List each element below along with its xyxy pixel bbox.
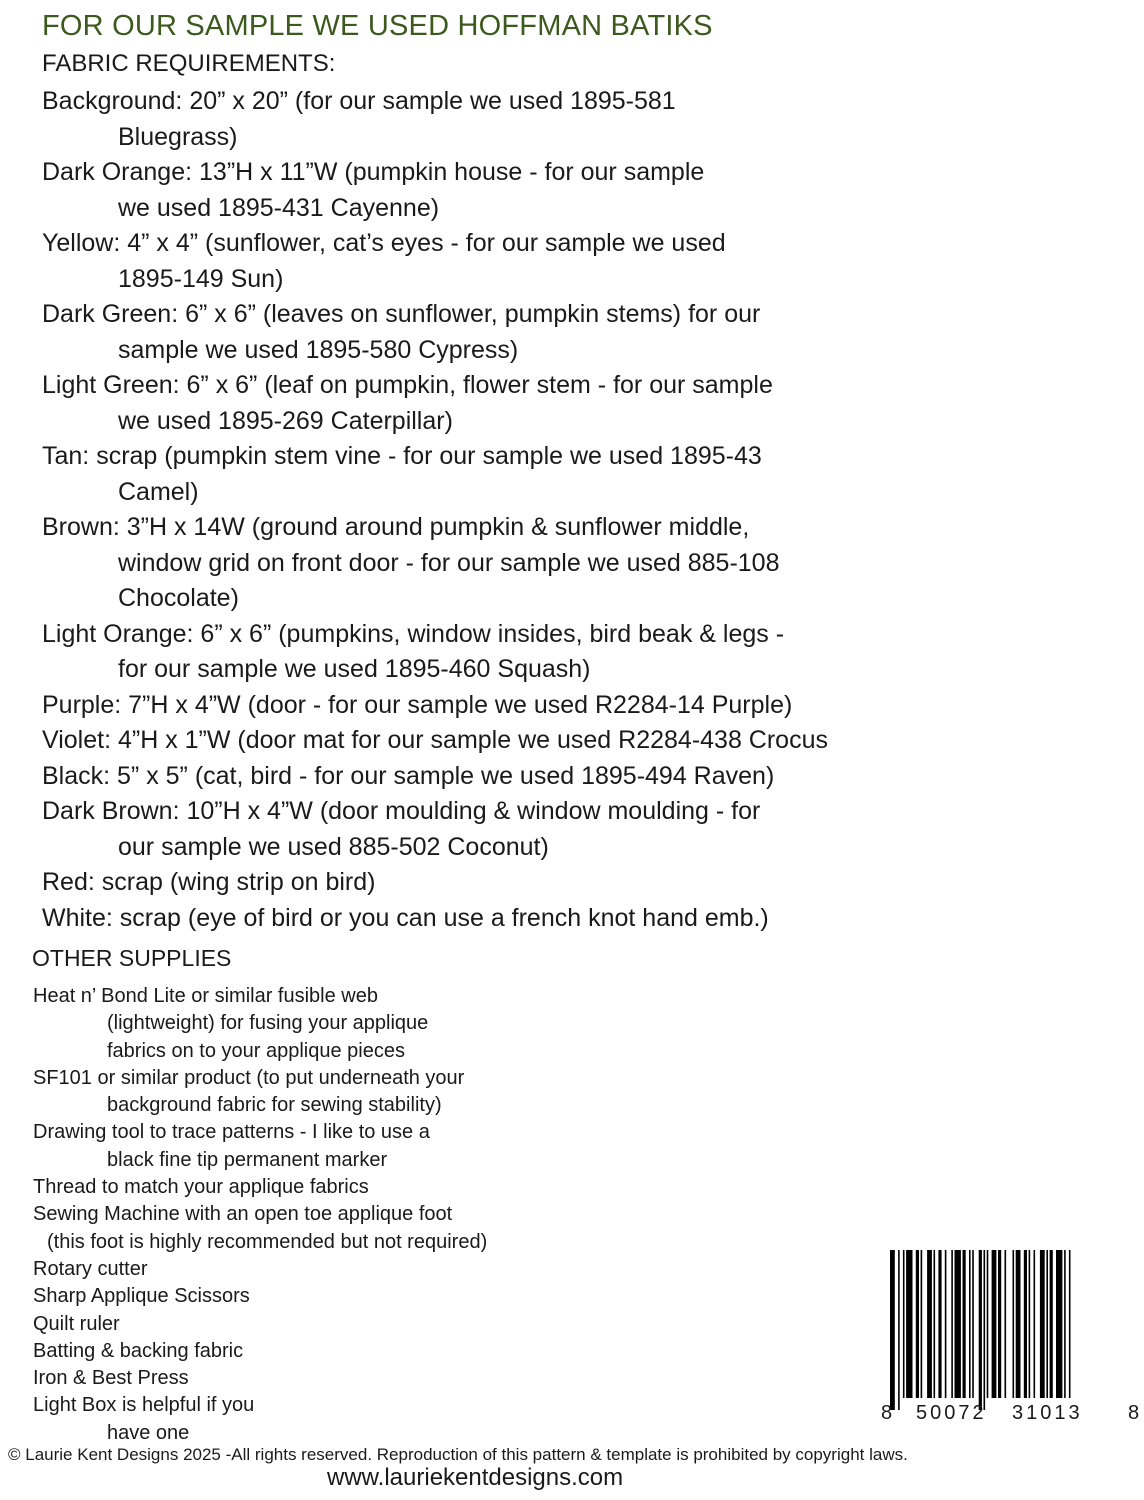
fabric-requirements-heading: FABRIC REQUIREMENTS: <box>42 50 336 77</box>
fabric-item-line: our sample we used 885-502 Coconut) <box>118 832 549 861</box>
barcode-bar <box>972 1250 974 1398</box>
supply-item-line: (lightweight) for fusing your applique <box>107 1012 429 1035</box>
fabric-item-line: Yellow: 4” x 4” (sunflower, cat’s eyes - for our sample we used <box>42 229 726 257</box>
barcode-bar <box>984 1250 986 1410</box>
supply-item-line: (this foot is highly recommended but not required) <box>47 1230 488 1253</box>
barcode-bar <box>921 1250 923 1398</box>
fabric-item-line: Dark Brown: 10”H x 4”W (door moulding & window moulding - for <box>42 797 761 825</box>
barcode-bar <box>903 1250 905 1398</box>
other-supplies-list <box>33 983 593 1447</box>
supply-item-line: fabrics on to your applique pieces <box>107 1039 405 1062</box>
supply-item-line: Rotary cutter <box>33 1257 148 1280</box>
supply-item-line: background fabric for sewing stability) <box>107 1094 442 1117</box>
barcode-bar <box>906 1250 912 1398</box>
supply-item-line: Heat n’ Bond Lite or similar fusible web <box>33 985 378 1007</box>
supply-item-line: Sewing Machine with an open toe applique foot <box>33 1203 453 1226</box>
supply-item <box>33 983 593 1065</box>
barcode-bar <box>979 1250 982 1410</box>
supply-item-line: black fine tip permanent marker <box>107 1148 388 1171</box>
barcode-bar <box>938 1250 941 1398</box>
barcode-digits <box>880 1402 1144 1428</box>
supply-item-line: Quilt ruler <box>33 1312 120 1335</box>
fabric-item <box>42 226 1132 297</box>
barcode-bar <box>951 1250 953 1398</box>
barcode-bar <box>1040 1250 1045 1398</box>
barcode-bar <box>945 1250 947 1398</box>
fabric-item-line: Dark Green: 6” x 6” (leaves on sunflower, pumpkin stems) for our <box>42 300 761 328</box>
fabric-item-line: Black: 5” x 5” (cat, bird - for our sample we used 1895-494 Raven) <box>42 761 775 790</box>
fabric-item-line: Chocolate) <box>118 584 239 612</box>
fabric-item-line: Bluegrass) <box>118 122 238 151</box>
copyright-notice: © Laurie Kent Designs 2025 -All rights reserved. Reproduction of this pattern & template is prohibited by copyright laws. <box>8 1445 908 1464</box>
supply-item <box>33 1392 593 1447</box>
fabric-item <box>42 617 1132 688</box>
barcode-bar <box>987 1250 989 1398</box>
supply-item-line: SF101 or similar product (to put underneath your <box>33 1066 465 1089</box>
fabric-item-line: for our sample we used 1895-460 Squash) <box>118 655 591 683</box>
supply-item-line: Batting & backing fabric <box>33 1339 244 1362</box>
barcode-bar <box>992 1250 997 1398</box>
fabric-item-line: we used 1895-431 Cayenne) <box>118 193 440 222</box>
barcode-bar <box>1005 1250 1007 1398</box>
fabric-requirements-list <box>42 84 1132 936</box>
barcode-bar <box>898 1250 900 1410</box>
fabric-item <box>42 759 1132 795</box>
fabric-item-line: Brown: 3”H x 14W (ground around pumpkin & sunflower middle, <box>42 513 750 541</box>
fabric-item <box>42 723 1132 759</box>
barcode-bar <box>934 1250 936 1398</box>
barcode-bars <box>880 1250 1144 1410</box>
barcode-bar <box>1064 1250 1066 1398</box>
fabric-item <box>42 297 1132 368</box>
barcode <box>880 1250 1144 1430</box>
supply-item <box>33 1065 593 1120</box>
supply-item <box>33 1283 593 1310</box>
fabric-item <box>42 901 1132 937</box>
barcode-bar <box>1024 1250 1027 1398</box>
supply-item-line: have one <box>107 1421 190 1444</box>
supply-item <box>33 1338 593 1365</box>
supply-item-line: Thread to match your applique fabrics <box>33 1176 369 1199</box>
barcode-left-group: 50072 <box>916 1402 987 1424</box>
fabric-item-line: Light Orange: 6” x 6” (pumpkins, window insides, bird beak & legs - <box>42 619 785 648</box>
fabric-item-line: we used 1895-269 Caterpillar) <box>118 406 453 435</box>
barcode-right-group: 31013 <box>1012 1402 1083 1424</box>
fabric-item-line: Background: 20” x 20” (for our sample we used 1895-581 <box>42 87 676 115</box>
fabric-item <box>42 794 1132 865</box>
barcode-check-digit: 8 <box>1128 1402 1140 1424</box>
fabric-item-line: Light Green: 6” x 6” (leaf on pumpkin, flower stem - for our sample <box>42 371 773 399</box>
barcode-bar <box>969 1250 971 1398</box>
barcode-bar <box>927 1250 932 1398</box>
barcode-first-digit: 8 <box>881 1402 893 1424</box>
supply-item-line: Sharp Applique Scissors <box>33 1285 250 1308</box>
barcode-bar <box>1016 1250 1021 1398</box>
fabric-item-line: Tan: scrap (pumpkin stem vine - for our sample we used 1895-43 <box>42 442 762 470</box>
fabric-item-line: window grid on front door - for our sample we used 885-108 <box>118 548 780 577</box>
fabric-item-line: Red: scrap (wing strip on bird) <box>42 868 376 896</box>
fabric-item-line: Purple: 7”H x 4”W (door - for our sample we used R2284-14 Purple) <box>42 690 793 719</box>
fabric-item-line: 1895-149 Sun) <box>118 264 284 293</box>
barcode-bar <box>1029 1250 1031 1398</box>
barcode-bar <box>916 1250 919 1398</box>
supply-item <box>33 1119 593 1174</box>
barcode-bar <box>1013 1250 1015 1398</box>
barcode-bar <box>998 1250 1001 1398</box>
page-title: FOR OUR SAMPLE WE USED HOFFMAN BATIKS <box>42 10 713 42</box>
barcode-bar <box>963 1250 966 1398</box>
fabric-item <box>42 155 1132 226</box>
barcode-bar <box>1046 1250 1048 1398</box>
supply-item <box>33 1256 593 1283</box>
supply-item <box>33 1365 593 1392</box>
fabric-item-line: Camel) <box>118 477 199 506</box>
fabric-item <box>42 688 1132 724</box>
supply-item-line: Drawing tool to trace patterns - I like to use a <box>33 1121 430 1144</box>
barcode-bar <box>1056 1250 1062 1398</box>
supply-item-line: Iron & Best Press <box>33 1367 189 1390</box>
other-supplies-heading: OTHER SUPPLIES <box>32 945 232 971</box>
website-link[interactable]: www.lauriekentdesigns.com <box>327 1464 624 1491</box>
supply-item-line: Light Box is helpful if you <box>33 1394 255 1417</box>
fabric-item <box>42 84 1132 155</box>
supply-item <box>33 1201 593 1256</box>
fabric-item <box>42 439 1132 510</box>
fabric-item-line: Dark Orange: 13”H x 11”W (pumpkin house - for our sample <box>42 158 705 186</box>
fabric-item-line: White: scrap (eye of bird or you can use a french knot hand emb.) <box>42 903 769 932</box>
fabric-item-line: Violet: 4”H x 1”W (door mat for our sample we used R2284-438 Crocus <box>42 726 828 754</box>
barcode-bar <box>890 1250 895 1410</box>
supply-item <box>33 1174 593 1201</box>
fabric-item <box>42 510 1132 617</box>
barcode-bar <box>955 1250 961 1398</box>
barcode-bar <box>1069 1250 1071 1398</box>
supply-item <box>33 1311 593 1338</box>
barcode-bar <box>1050 1250 1053 1398</box>
fabric-item <box>42 865 1132 901</box>
fabric-item <box>42 368 1132 439</box>
fabric-item-line: sample we used 1895-580 Cypress) <box>118 335 519 364</box>
barcode-bar <box>1034 1250 1036 1398</box>
